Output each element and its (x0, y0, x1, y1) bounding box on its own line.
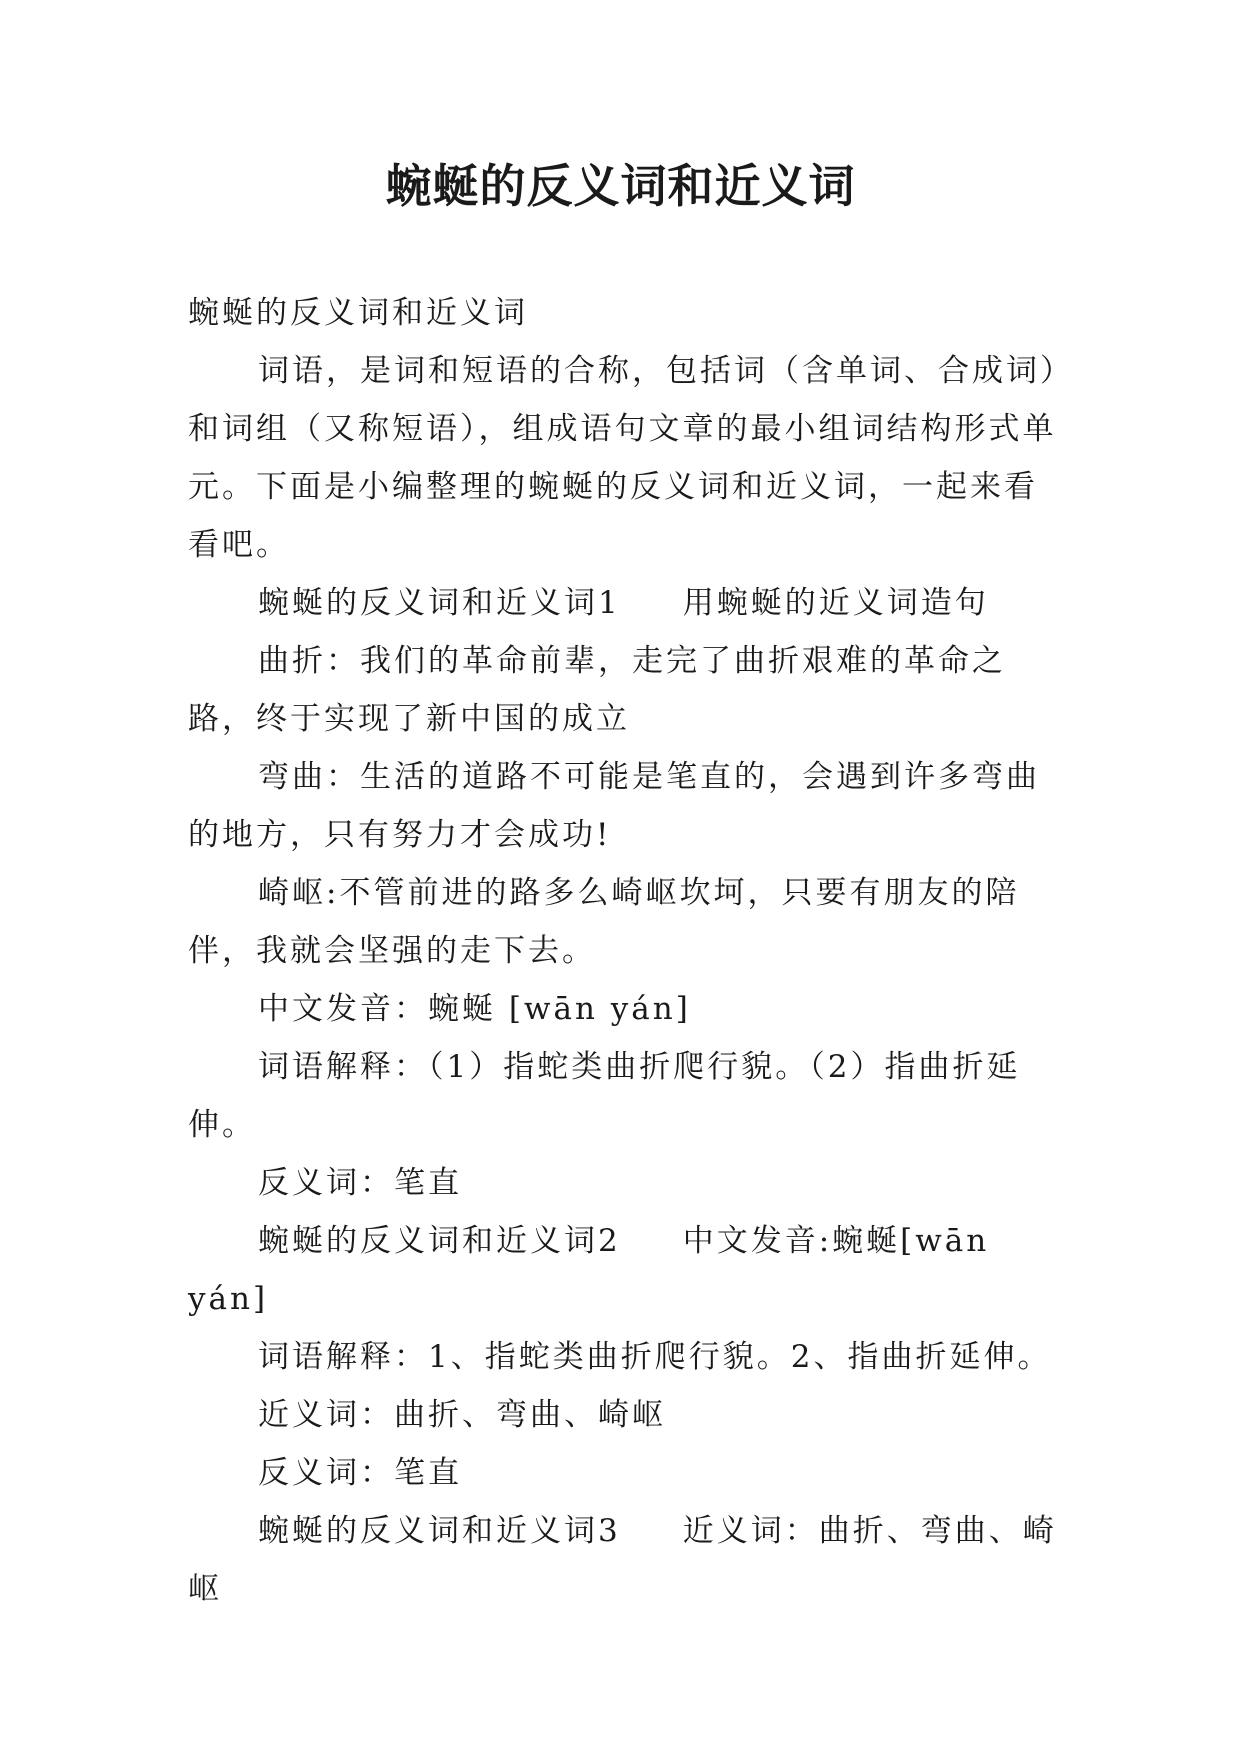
document-body (188, 284, 1064, 1618)
paragraph-antonym-1: 反义词：笔直 (258, 1165, 462, 1201)
document-title: 蜿蜒的反义词和近义词 (385, 159, 856, 213)
paragraph-pronunciation-1: 中文发音：蜿蜒 [wān yán] (258, 991, 691, 1027)
section-1-heading-tail: 用蜿蜒的近义词造句 (682, 585, 989, 621)
section-2-heading-label: 蜿蜒的反义词和近义词2 (258, 1223, 621, 1259)
paragraph-synonym-2: 近义词：曲折、弯曲、崎岖 (258, 1397, 666, 1433)
paragraph-antonym-2: 反义词：笔直 (258, 1455, 462, 1491)
section-2-heading (188, 1212, 1064, 1328)
paragraph-quzhe-example: 曲折：我们的革命前辈，走完了曲折艰难的革命之路，终于实现了新中国的成立 (188, 643, 1006, 737)
paragraph-explanation-1: 词语解释：（1）指蛇类曲折爬行貌。（2）指曲折延伸。 (188, 1049, 1021, 1143)
paragraph-qiqu-example: 崎岖:不管前进的路多么崎岖坎坷，只要有朋友的陪伴，我就会坚强的走下去。 (188, 875, 1020, 969)
section-3-heading-tail: 近义词：曲折、弯曲、崎岖 (188, 1513, 1057, 1607)
paragraph-explanation-2: 词语解释：1、指蛇类曲折爬行貌。2、指曲折延伸。 (258, 1339, 1052, 1375)
paragraph-wanqu-example: 弯曲：生活的道路不可能是笔直的，会遇到许多弯曲的地方，只有努力才会成功! (188, 759, 1040, 853)
section-2-heading-tail: 中文发音:蜿蜒[wān yán] (188, 1223, 990, 1317)
paragraph-intro: 词语，是词和短语的合称，包括词（含单词、合成词）和词组（又称短语），组成语句文章的最小组词结构形式单元。下面是小编整理的蜿蜒的反义词和近义词，一起来看看吧。 (188, 353, 1059, 563)
section-3-heading (188, 1502, 1064, 1618)
section-1-heading (188, 574, 1064, 632)
section-1-heading-label: 蜿蜒的反义词和近义词1 (258, 585, 621, 621)
paragraph-subtitle: 蜿蜒的反义词和近义词 (188, 295, 528, 331)
section-3-heading-label: 蜿蜒的反义词和近义词3 (258, 1513, 621, 1549)
